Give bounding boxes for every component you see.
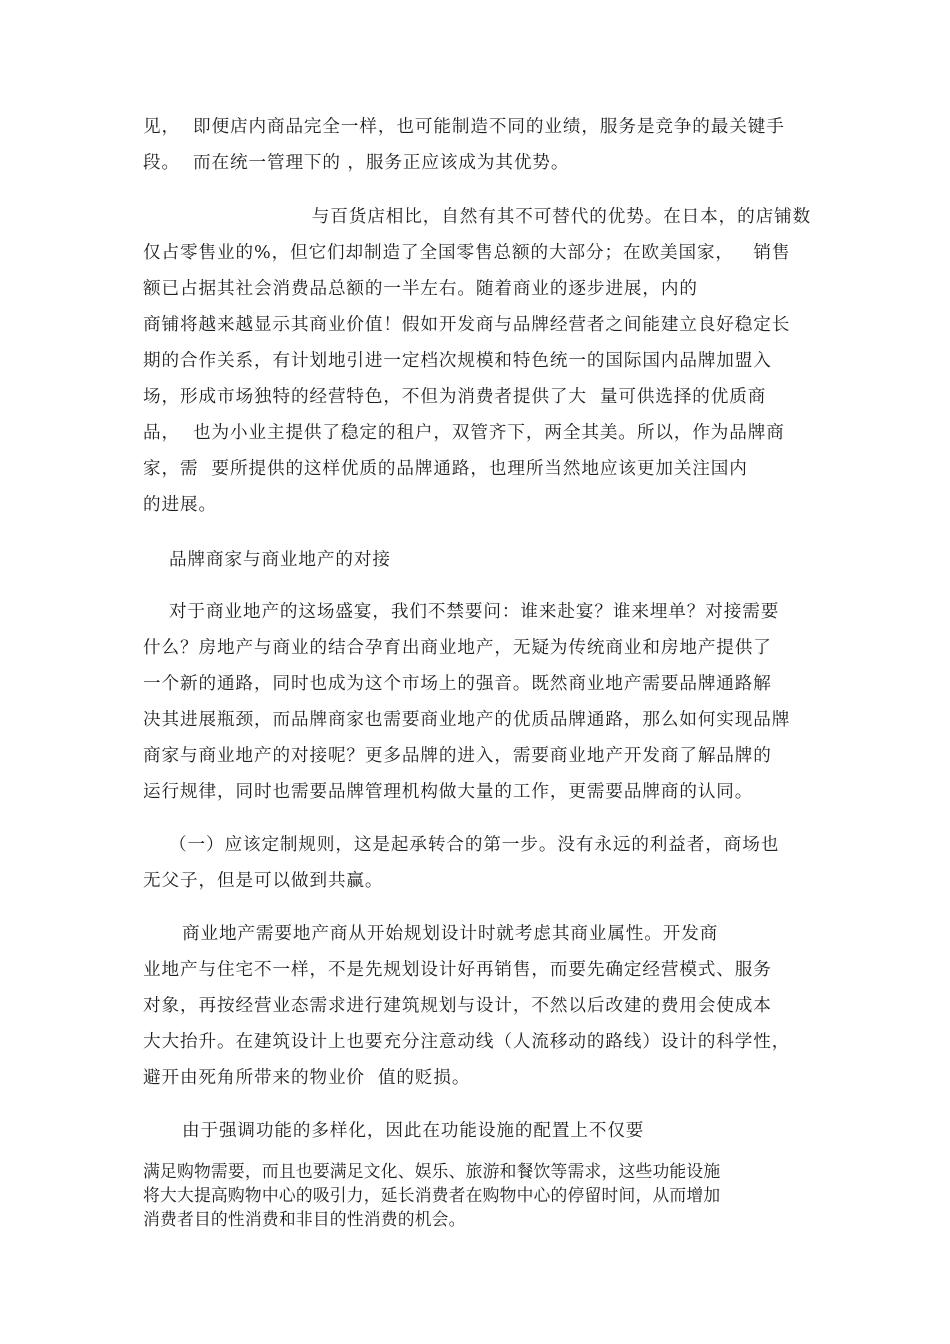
text-line: 仅占零售业的%，但它们却制造了全国零售总额的大部分；在欧美国家， 销售 bbox=[143, 243, 791, 263]
text-line: 商铺将越来越显示其商业价值！假如开发商与品牌经营者之间能建立良好稳定长 bbox=[143, 315, 791, 335]
text-line: 家，需 要所提供的这样优质的品牌通路，也理所当然地应该更加关注国内 bbox=[143, 459, 748, 479]
text-line: （一）应该定制规则，这是起承转合的第一步。没有永远的利益者，商场也 bbox=[143, 835, 780, 855]
text-line: 决其进展瓶颈，而品牌商家也需要商业地产的优质品牌通路，那么如何实现品牌 bbox=[143, 710, 791, 730]
text-line: 段。 而在统一管理下的 ，服务正应该成为其优势。 bbox=[143, 153, 570, 173]
text-line: 期的合作关系，有计划地引进一定档次规模和特色统一的国际国内品牌加盟入 bbox=[143, 351, 772, 371]
text-line: 避开由死角所带来的物业价 值的贬损。 bbox=[143, 1068, 471, 1088]
text-line: 品， 也为小业主提供了稳定的租户，双管齐下，两全其美。所以，作为品牌商 bbox=[143, 423, 785, 443]
text-line: 什么？房地产与商业的结合孕育出商业地产，无疑为传统商业和房地产提供了 bbox=[143, 638, 772, 658]
text-line: 消费者目的性消费和非目的性消费的机会。 bbox=[143, 1209, 466, 1229]
text-line: 一个新的通路，同时也成为这个市场上的强音。既然商业地产需要品牌通路解 bbox=[143, 674, 772, 694]
text-line: 商业地产需要地产商从开始规划设计时就考虑其商业属性。开发商 bbox=[143, 924, 719, 944]
text-line: 运行规律，同时也需要品牌管理机构做大量的工作，更需要品牌商的认同。 bbox=[143, 782, 754, 802]
text-line: 将大大提高购物中心的吸引力，延长消费者在购物中心的停留时间，从而增加 bbox=[143, 1185, 721, 1205]
text-line: 对象，再按经营业态需求进行建筑规划与设计，不然以后改建的费用会使成本 bbox=[143, 996, 772, 1016]
text-line: 与百货店相比，自然有其不可替代的优势。在日本，的店铺数 bbox=[143, 207, 812, 227]
text-line: 满足购物需要，而且也要满足文化、娱乐、旅游和餐饮等需求，这些功能设施 bbox=[143, 1161, 721, 1181]
text-line: 场，形成市场独特的经营特色，不但为消费者提供了大 量可供选择的优质商 bbox=[143, 387, 767, 407]
text-line: 见， 即便店内商品完全一样，也可能制造不同的业绩，服务是竞争的最关键手 bbox=[143, 117, 785, 137]
text-line: 无父子，但是可以做到共赢。 bbox=[143, 871, 384, 891]
text-line: 由于强调功能的多样化，因此在功能设施的配置上不仅要 bbox=[143, 1121, 645, 1141]
section-heading: 品牌商家与商业地产的对接 bbox=[143, 550, 391, 570]
text-line: 对于商业地产的这场盛宴，我们不禁要问：谁来赴宴？谁来埋单？对接需要 bbox=[143, 602, 780, 622]
text-line: 业地产与住宅不一样，不是先规划设计好再销售，而要先确定经营模式、服务 bbox=[143, 960, 772, 980]
text-line: 商家与商业地产的对接呢？更多品牌的进入，需要商业地产开发商了解品牌的 bbox=[143, 746, 772, 766]
text-line: 的进展。 bbox=[143, 495, 217, 515]
text-line: 额已占据其社会消费品总额的一半左右。随着商业的逐步进展，内的 bbox=[143, 279, 698, 299]
text-line: 大大抬升。在建筑设计上也要充分注意动线（人流移动的路线）设计的科学性， bbox=[143, 1032, 791, 1052]
